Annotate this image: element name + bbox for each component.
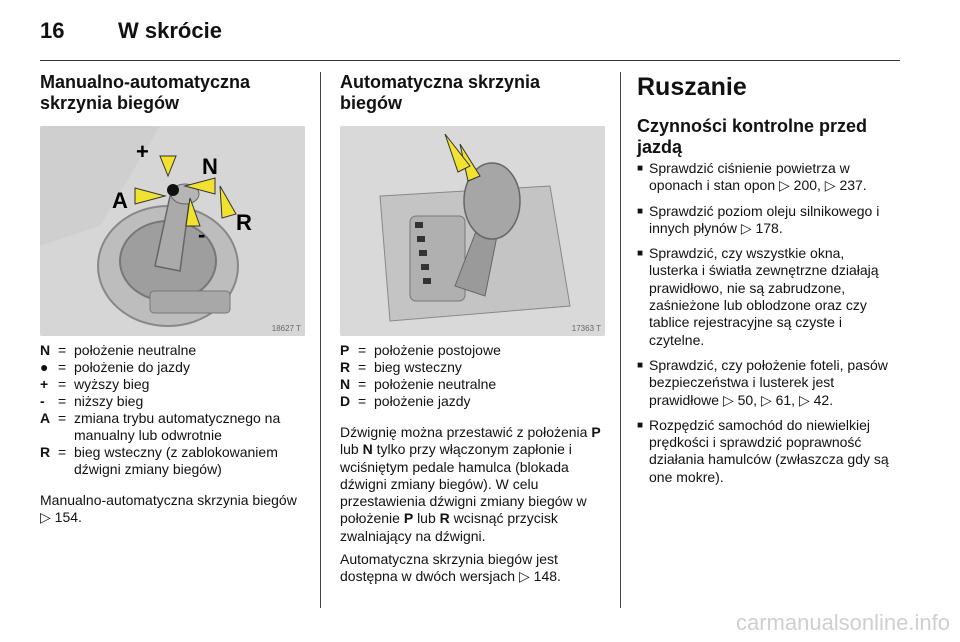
legend-row: ● = położenie do jazdy (40, 359, 190, 375)
list-item: ■ Sprawdzić, czy położenie foteli, pasów bezpieczeństwa i lusterek jest prawidłowe ▷ 50, ▷ 61, ▷ 42. (637, 357, 897, 409)
list-item: ■ Sprawdzić poziom oleju silnikowego i innych płynów ▷ 178. (637, 203, 897, 238)
page-reference-link[interactable]: ▷ 50, (722, 391, 758, 408)
legend-row: R = bieg wsteczny (340, 359, 462, 375)
page-reference-link[interactable]: ▷ 237. (824, 177, 867, 194)
checklist (637, 160, 897, 486)
legend-row: A = zmiana trybu automatycznego na manualny lub odwrotnie (40, 410, 281, 443)
list-item: ■ Sprawdzić ciśnienie powietrza w oponach i stan opon ▷ 200, ▷ 237. (637, 160, 897, 195)
page-reference-link[interactable]: ▷ 42. (798, 391, 834, 408)
column-divider-2 (620, 72, 621, 608)
subheading-checks: Czynności kontrolne przed jazdą (637, 116, 868, 157)
manual-automatic-note: Manualno-automatyczna skrzynia biegów ▷ 154. (40, 492, 297, 526)
section-heading-manual-automatic: Manualno-automatyczna skrzynia biegów (40, 72, 251, 113)
figure-manual-automatic-shifter (40, 126, 305, 336)
figure-code: 18627 T (271, 324, 301, 333)
figure-code: 17363 T (571, 324, 601, 333)
shifter-label-n: N (202, 154, 218, 179)
legend-row: N = położenie neutralne (40, 342, 197, 358)
column-divider-1 (320, 72, 321, 608)
shifter-label-minus: - (198, 222, 206, 247)
column-automatic (340, 72, 605, 586)
column-manual-automatic (40, 72, 305, 527)
legend-row: + = wyższy bieg (40, 376, 150, 392)
shifter-label-r: R (236, 210, 252, 235)
legend-automatic (340, 342, 605, 410)
page-reference-link[interactable]: ▷ 200, (779, 177, 821, 194)
automatic-shifter-illustration (340, 126, 605, 336)
page-reference-link[interactable]: ▷ 154. (40, 509, 82, 526)
section-heading-starting-off: Ruszanie (637, 73, 747, 101)
page-reference-link[interactable]: ▷ 148. (519, 568, 561, 585)
figure-automatic-shifter (340, 126, 605, 336)
watermark: carmanualsonline.info (735, 610, 950, 635)
page-title: W skrócie (118, 18, 222, 43)
legend-row: P = położenie postojowe (340, 342, 501, 358)
automatic-paragraph-2: Automatyczna skrzynia biegów jest dostępna w dwóch wersjach ▷ 148. (340, 551, 561, 585)
shifter-label-a: A (112, 188, 128, 213)
list-item: ■ Sprawdzić, czy wszystkie okna, lusterka i światła zewnętrzne działają prawidłowo, nie są zabrudzone, zaśnieżone lub oblodzone oraz czy tablice rejestracyjne są czyste i czytelne. (637, 245, 897, 349)
page-header (40, 18, 900, 56)
legend-manual-automatic (40, 342, 305, 478)
shifter-illustration (40, 126, 305, 336)
page-number: 16 (40, 18, 65, 43)
column-starting-off (637, 72, 897, 494)
header-rule (40, 60, 900, 61)
list-item: ■ Rozpędzić samochód do niewielkiej prędkości i sprawdzić poprawność działania hamulców (zwłaszcza gdy są one mokre). (637, 417, 897, 486)
page-reference-link[interactable]: ▷ 178. (740, 219, 783, 236)
shifter-label-plus: + (136, 139, 149, 164)
legend-row: D = położenie jazdy (340, 393, 471, 409)
section-heading-automatic: Automatyczna skrzynia biegów (340, 72, 541, 113)
legend-row: R = bieg wsteczny (z zablokowaniem dźwigni zmiany biegów) (40, 444, 278, 477)
legend-row: - = niższy bieg (40, 393, 144, 409)
automatic-paragraph-1: Dźwignię można przestawić z położenia P lub N tylko przy włączonym zapłonie i wciśniętym pedale hamulca (blokada dźwigni zmiany biegów). W celu przestawienia dźwigni zmiany biegów w położenie P lub R wcisnąć przycisk zwalniający na dźwigni. (340, 424, 601, 544)
page-reference-link[interactable]: ▷ 61, (760, 391, 796, 408)
legend-row: N = położenie neutralne (340, 376, 497, 392)
